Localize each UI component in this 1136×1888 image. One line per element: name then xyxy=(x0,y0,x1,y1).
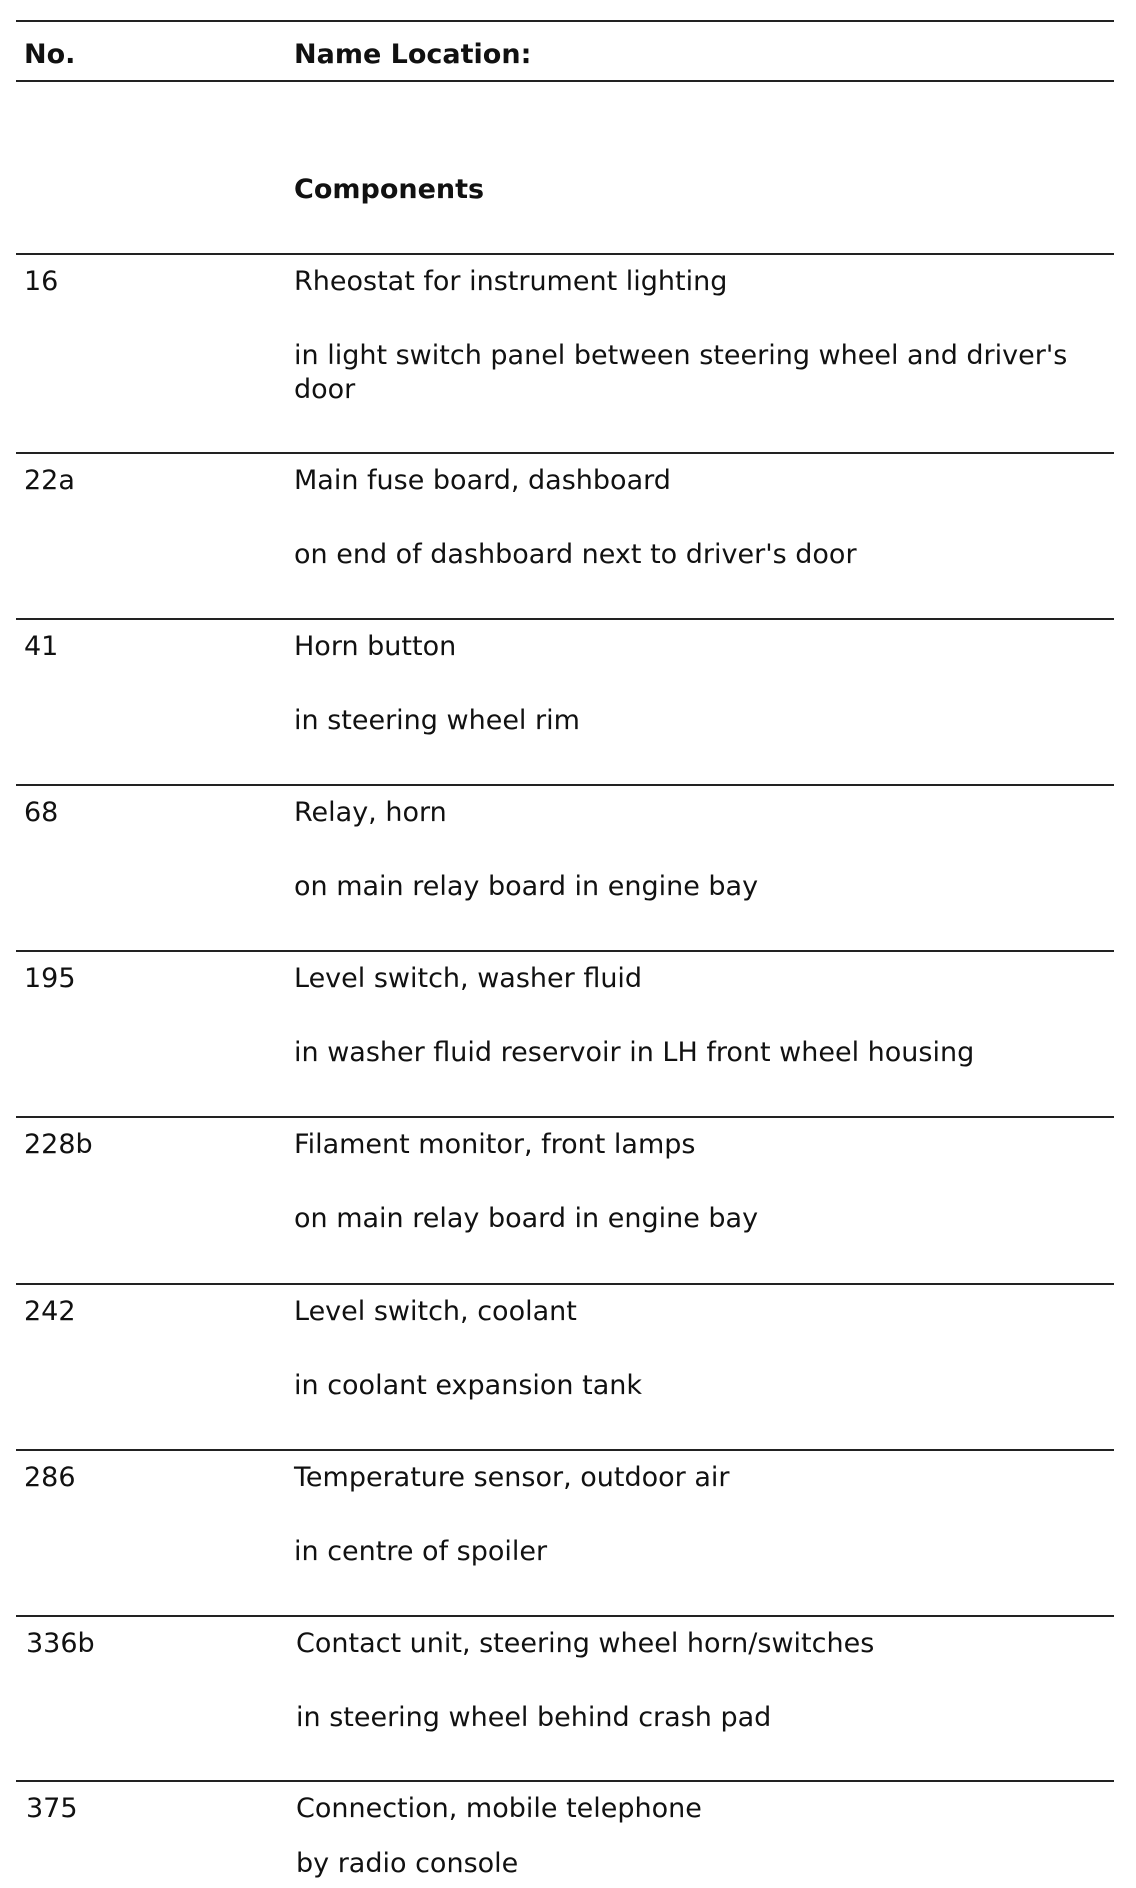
component-name: Level switch, coolant xyxy=(294,1296,577,1327)
component-location: in steering wheel behind crash pad xyxy=(296,1702,772,1733)
row-number: 228b xyxy=(24,1129,93,1160)
row-number: 195 xyxy=(24,963,76,994)
header-bottom-rule xyxy=(16,80,1114,82)
component-location: by radio console xyxy=(296,1848,519,1879)
component-name: Horn button xyxy=(294,631,457,662)
row-rule xyxy=(16,950,1114,952)
component-name: Connection, mobile telephone xyxy=(296,1793,702,1824)
row-rule xyxy=(16,1615,1114,1617)
row-number: 286 xyxy=(24,1462,76,1493)
component-name: Contact unit, steering wheel horn/switches xyxy=(296,1628,875,1659)
row-rule xyxy=(16,1780,1114,1782)
component-name: Rheostat for instrument lighting xyxy=(294,266,728,297)
header-no: No. xyxy=(24,39,76,70)
component-location: in steering wheel rim xyxy=(294,705,580,736)
section-title: Components xyxy=(294,174,485,205)
row-rule xyxy=(16,1449,1114,1451)
header-name-location: Name Location: xyxy=(294,39,532,70)
component-name: Main fuse board, dashboard xyxy=(294,465,671,496)
row-number: 41 xyxy=(24,631,59,662)
component-location: in light switch panel between steering wheel and driver's door xyxy=(294,340,1068,405)
row-rule xyxy=(16,452,1114,454)
row-rule xyxy=(16,618,1114,620)
row-number: 242 xyxy=(24,1296,76,1327)
component-location: in centre of spoiler xyxy=(294,1536,548,1567)
component-location: on main relay board in engine bay xyxy=(294,1203,759,1234)
row-number: 22a xyxy=(24,465,75,496)
row-number: 16 xyxy=(24,266,59,297)
component-location: in coolant expansion tank xyxy=(294,1370,642,1401)
row-rule xyxy=(16,253,1114,255)
row-number: 336b xyxy=(26,1628,95,1659)
table-top-rule xyxy=(16,20,1114,22)
row-rule xyxy=(16,1116,1114,1118)
row-rule xyxy=(16,1283,1114,1285)
component-location: on main relay board in engine bay xyxy=(294,871,759,902)
row-rule xyxy=(16,784,1114,786)
row-number: 375 xyxy=(26,1793,78,1824)
component-name: Filament monitor, front lamps xyxy=(294,1129,696,1160)
component-location: on end of dashboard next to driver's door xyxy=(294,539,857,570)
component-name: Level switch, washer fluid xyxy=(294,963,643,994)
row-number: 68 xyxy=(24,797,59,828)
component-location: in washer fluid reservoir in LH front wheel housing xyxy=(294,1037,975,1068)
component-name: Relay, horn xyxy=(294,797,447,828)
component-name: Temperature sensor, outdoor air xyxy=(294,1462,730,1493)
